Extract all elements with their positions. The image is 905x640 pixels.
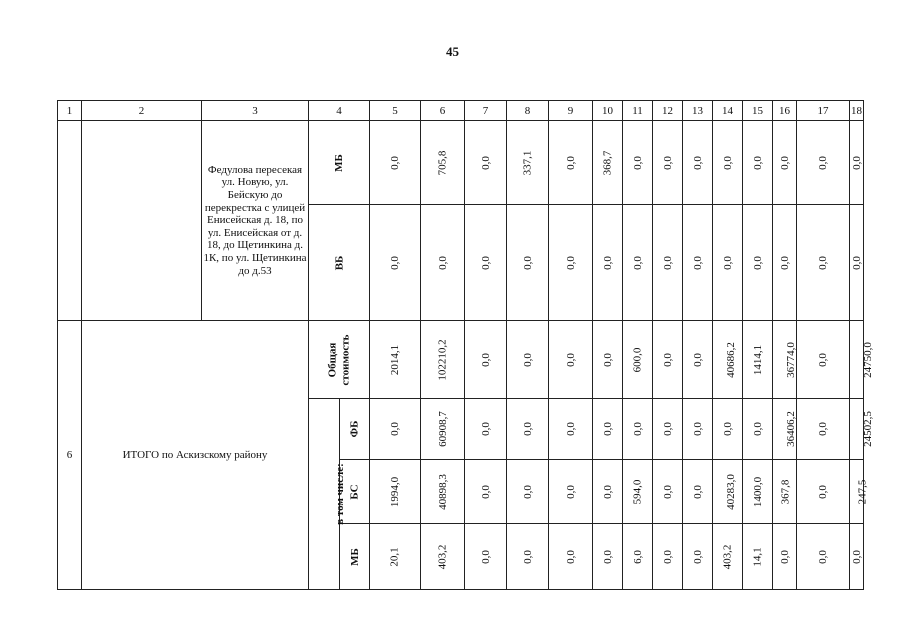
value-cell: 0,0 [683,321,713,399]
header-cell: 16 [773,101,797,121]
total-label-line2: стоимость [339,334,351,385]
table-row [58,321,864,399]
header-cell: 18 [850,101,864,121]
header-cell: 5 [370,101,421,121]
value-cell: 0,0 [549,460,593,524]
value-cell: 0,0 [549,524,593,590]
column-number-row [58,101,864,121]
value-cell: 0,0 [713,121,743,205]
value-cell: 594,0 [623,460,653,524]
value-cell: 0,0 [593,524,623,590]
source-label-cell: ФБ [340,399,370,460]
value-cell: 2014,1 [370,321,421,399]
value-cell: 0,0 [850,121,864,205]
value-cell: 40686,2 [713,321,743,399]
value-cell: 20,1 [370,524,421,590]
value-cell: 0,0 [850,524,864,590]
value-cell: 0,0 [713,399,743,460]
value-cell: 0,0 [623,399,653,460]
value-cell: 0,0 [465,205,507,321]
value-cell: 36406,2 [773,399,797,460]
value-cell: 0,0 [593,205,623,321]
header-cell: 8 [507,101,549,121]
value-cell: 24502,5 [850,399,864,460]
value-cell: 0,0 [507,460,549,524]
value-cell: 247,5 [850,460,864,524]
header-cell: 13 [683,101,713,121]
value-cell: 1994,0 [370,460,421,524]
value-cell: 0,0 [743,399,773,460]
value-cell: 0,0 [797,321,850,399]
value-cell: 102210,2 [421,321,465,399]
header-cell: 12 [653,101,683,121]
value-cell: 0,0 [507,321,549,399]
value-cell: 0,0 [623,205,653,321]
value-cell: 0,0 [465,524,507,590]
value-cell: 0,0 [683,524,713,590]
value-cell: 0,0 [593,460,623,524]
header-cell: 4 [309,101,370,121]
header-cell: 15 [743,101,773,121]
row-number-cell: 6 [58,321,82,590]
value-cell: 0,0 [797,121,850,205]
value-cell: 0,0 [797,524,850,590]
value-cell: 0,0 [465,121,507,205]
value-cell: 1400,0 [743,460,773,524]
header-cell: 11 [623,101,653,121]
header-cell: 3 [202,101,309,121]
source-label-cell: БС [340,460,370,524]
value-cell: 0,0 [653,205,683,321]
value-cell: 368,7 [593,121,623,205]
header-cell: 9 [549,101,593,121]
value-cell: 0,0 [653,321,683,399]
value-cell: 0,0 [683,121,713,205]
value-cell: 0,0 [507,205,549,321]
value-cell: 0,0 [549,321,593,399]
value-cell: 0,0 [773,121,797,205]
value-cell: 0,0 [507,524,549,590]
value-cell: 403,2 [713,524,743,590]
value-cell: 0,0 [653,121,683,205]
value-cell: 367,8 [773,460,797,524]
source-label-cell: МБ [309,121,370,205]
value-cell: 0,0 [713,205,743,321]
header-cell: 10 [593,101,623,121]
value-cell: 1414,1 [743,321,773,399]
value-cell: 6,0 [623,524,653,590]
value-cell: 0,0 [653,460,683,524]
value-cell: 0,0 [743,121,773,205]
header-cell: 7 [465,101,507,121]
value-cell: 40898,3 [421,460,465,524]
value-cell: 0,0 [797,399,850,460]
value-cell: 0,0 [549,121,593,205]
value-cell: 0,0 [653,524,683,590]
value-cell: 600,0 [623,321,653,399]
including-label-cell: в том числе: [309,399,340,590]
value-cell: 60908,7 [421,399,465,460]
header-cell: 1 [58,101,82,121]
value-cell: 24750,0 [850,321,864,399]
header-cell: 2 [82,101,202,121]
value-cell: 0,0 [421,205,465,321]
total-label-line1: Общая [326,342,338,377]
header-cell: 6 [421,101,465,121]
value-cell: 36774,0 [773,321,797,399]
budget-table [57,100,874,590]
value-cell: 0,0 [653,399,683,460]
header-cell: 14 [713,101,743,121]
total-name-cell: ИТОГО по Аскизскому району [82,321,309,590]
value-cell: 0,0 [593,399,623,460]
value-cell: 0,0 [850,205,864,321]
value-cell: 0,0 [465,399,507,460]
value-cell: 0,0 [465,460,507,524]
value-cell: 0,0 [683,399,713,460]
value-cell: 0,0 [683,205,713,321]
value-cell: 0,0 [370,399,421,460]
value-cell: 0,0 [683,460,713,524]
value-cell: 0,0 [797,205,850,321]
value-cell: 40283,0 [713,460,743,524]
total-label-cell [309,321,370,399]
table-row [58,121,864,205]
value-cell: 705,8 [421,121,465,205]
value-cell: 0,0 [623,121,653,205]
value-cell: 337,1 [507,121,549,205]
value-cell: 0,0 [593,321,623,399]
value-cell: 0,0 [743,205,773,321]
address-cell: Федулова пересекая ул. Новую, ул. Бейскую до перекрестка с улицей Енисейская д. 18, по ул. Енисейская от д. 18, до Щетинкина д. 1К, по ул. Щетинкина до д.53 [202,121,309,321]
row-number-cell [58,121,82,321]
value-cell: 0,0 [507,399,549,460]
value-cell: 403,2 [421,524,465,590]
value-cell: 0,0 [370,205,421,321]
value-cell: 14,1 [743,524,773,590]
value-cell: 0,0 [549,205,593,321]
source-label-cell: ВБ [309,205,370,321]
value-cell: 0,0 [370,121,421,205]
value-cell: 0,0 [773,205,797,321]
value-cell: 0,0 [797,460,850,524]
value-cell: 0,0 [465,321,507,399]
name-cell [82,121,202,321]
header-cell: 17 [797,101,850,121]
page-number: 45 [446,44,459,59]
value-cell: 0,0 [549,399,593,460]
source-label-cell: МБ [340,524,370,590]
value-cell: 0,0 [773,524,797,590]
